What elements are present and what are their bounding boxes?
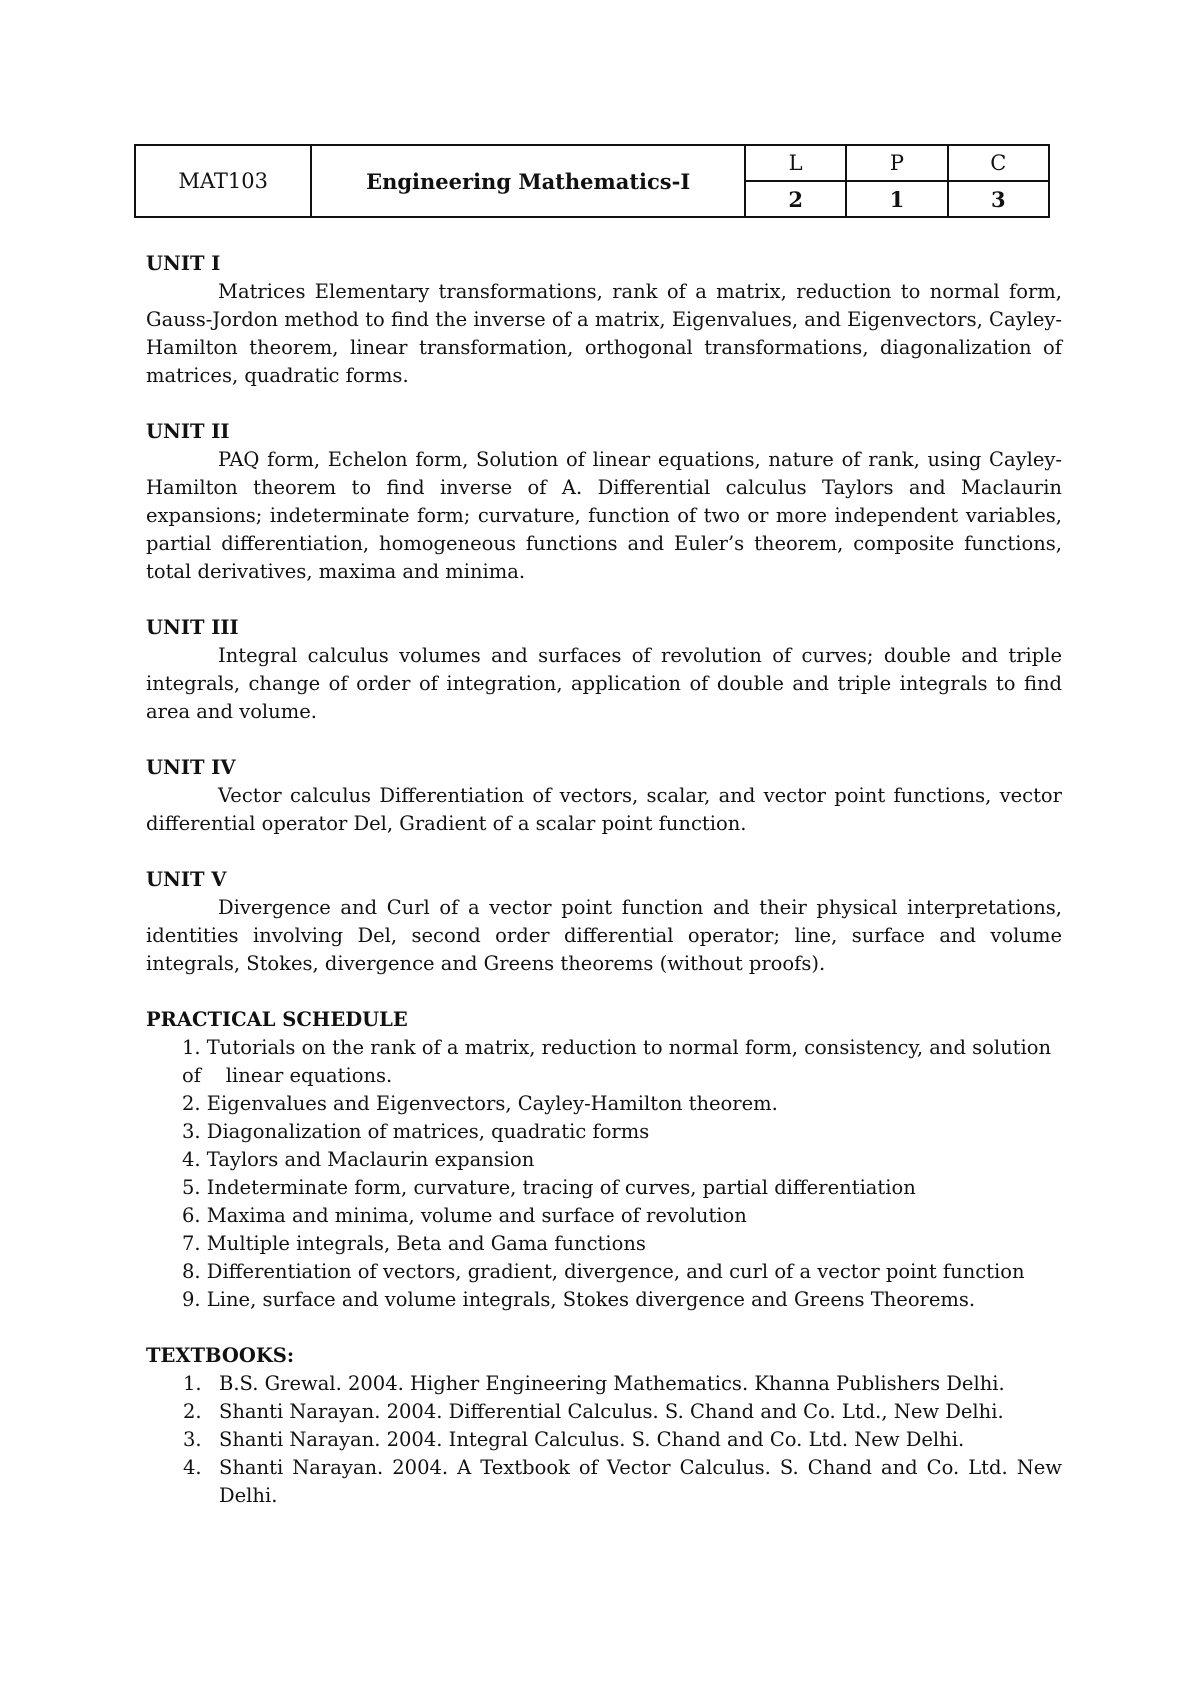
practical-heading: PRACTICAL SCHEDULE <box>146 1008 408 1031</box>
unit-5 <box>146 866 1062 978</box>
unit-body: Vector calculus Differentiation of vectors, scalar, and vector point functions, vector differential operator Del, Gradient of a scalar point function. <box>146 784 1062 835</box>
unit-heading: UNIT V <box>146 868 227 891</box>
unit-body: PAQ form, Echelon form, Solution of linear equations, nature of rank, using Cayley-Hamilton theorem to find inverse of A. Differential calculus Taylors and Maclaurin expansions; indeterminate form; curvature, function of two or more independent variables, partial differentiation, homogeneous functions and Euler’s theorem, composite functions, total derivatives, maxima and minima. <box>146 448 1062 583</box>
list-item: 1. Tutorials on the rank of a matrix, reduction to normal form, consistency, and solution <box>182 1036 1052 1059</box>
value-l: 2 <box>745 181 846 217</box>
course-header-table <box>134 144 1050 218</box>
list-number: 4. <box>183 1456 202 1479</box>
header-c: C <box>948 145 1049 181</box>
textbooks-heading: TEXTBOOKS: <box>146 1344 295 1367</box>
unit-4 <box>146 754 1062 838</box>
unit-1 <box>146 250 1062 390</box>
list-text: Shanti Narayan. 2004. A Textbook of Vector Calculus. S. Chand and Co. Ltd. New Delhi. <box>219 1456 1062 1507</box>
syllabus-content <box>146 250 1062 1510</box>
list-number: 3. <box>183 1428 202 1451</box>
list-item <box>146 1370 1062 1398</box>
list-number: 2. <box>183 1400 202 1423</box>
unit-heading: UNIT IV <box>146 756 236 779</box>
list-item: 9. Line, surface and volume integrals, Stokes divergence and Greens Theorems. <box>182 1288 976 1311</box>
list-number: 1. <box>183 1372 202 1395</box>
list-item <box>146 1426 1062 1454</box>
unit-body: Matrices Elementary transformations, rank of a matrix, reduction to normal form, Gauss-Jordon method to find the inverse of a matrix, Eigenvalues, and Eigenvectors, Cayley-Hamilton theorem, linear transformation, orthogonal transformations, diagonalization of matrices, quadratic forms. <box>146 280 1062 387</box>
unit-body: Integral calculus volumes and surfaces of revolution of curves; double and triple integrals, change of order of integration, application of double and triple integrals to find area and volume. <box>146 644 1062 723</box>
list-item: 7. Multiple integrals, Beta and Gama functions <box>182 1232 646 1255</box>
practical-schedule <box>146 1006 1062 1314</box>
list-item <box>146 1398 1062 1426</box>
course-title: Engineering Mathematics-I <box>311 145 745 217</box>
list-item: 4. Taylors and Maclaurin expansion <box>182 1148 535 1171</box>
list-item: of linear equations. <box>182 1064 393 1087</box>
practical-list <box>146 1034 1062 1314</box>
header-p: P <box>846 145 947 181</box>
list-item: 3. Diagonalization of matrices, quadratic forms <box>182 1120 650 1143</box>
unit-heading: UNIT II <box>146 420 230 443</box>
textbooks-list <box>146 1370 1062 1510</box>
list-item <box>146 1454 1062 1510</box>
list-item: 2. Eigenvalues and Eigenvectors, Cayley-Hamilton theorem. <box>182 1092 778 1115</box>
list-item: 8. Differentiation of vectors, gradient, divergence, and curl of a vector point function <box>182 1260 1025 1283</box>
textbooks-section <box>146 1342 1062 1510</box>
list-text: B.S. Grewal. 2004. Higher Engineering Mathematics. Khanna Publishers Delhi. <box>219 1372 1005 1395</box>
value-c: 3 <box>948 181 1049 217</box>
header-l: L <box>745 145 846 181</box>
unit-3 <box>146 614 1062 726</box>
list-item: 5. Indeterminate form, curvature, tracing of curves, partial differentiation <box>182 1176 916 1199</box>
value-p: 1 <box>846 181 947 217</box>
unit-2 <box>146 418 1062 586</box>
list-text: Shanti Narayan. 2004. Differential Calculus. S. Chand and Co. Ltd., New Delhi. <box>219 1400 1004 1423</box>
unit-heading: UNIT I <box>146 252 221 275</box>
list-text: Shanti Narayan. 2004. Integral Calculus. S. Chand and Co. Ltd. New Delhi. <box>219 1428 965 1451</box>
unit-heading: UNIT III <box>146 616 239 639</box>
list-item: 6. Maxima and minima, volume and surface of revolution <box>182 1204 747 1227</box>
unit-body: Divergence and Curl of a vector point function and their physical interpretations, identities involving Del, second order differential operator; line, surface and volume integrals, Stokes, divergence and Greens theorems (without proofs). <box>146 896 1062 975</box>
course-code: MAT103 <box>135 145 311 217</box>
